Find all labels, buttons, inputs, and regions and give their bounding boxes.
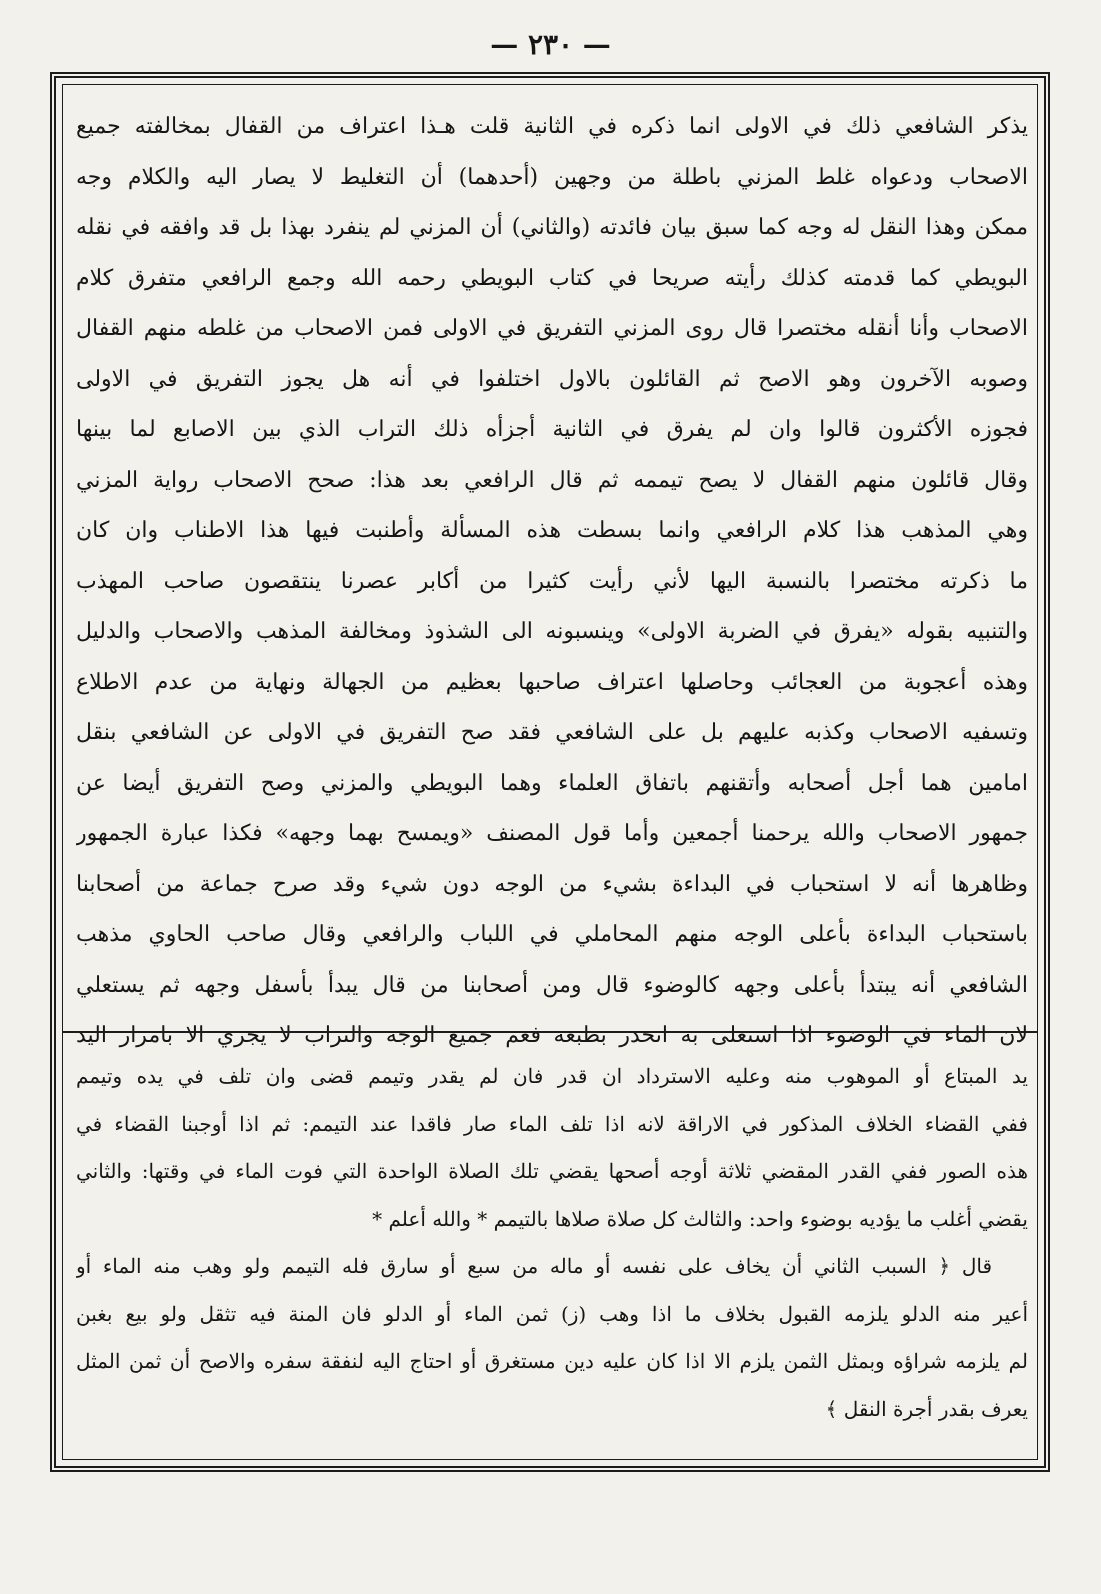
- main-text-line: جمهور الاصحاب والله يرحمنا أجمعين وأما قول المصنف «ويمسح بهما وجهه» فكذا عبارة الجمهور: [76, 821, 1028, 846]
- commentary-line: لم يلزمه شراؤه وبمثل الثمن يلزم الا اذا كان عليه دين مستغرق أو احتاج اليه لنفقة سفره والاصح أن ثمن المثل: [76, 1349, 1028, 1373]
- commentary-block: [76, 1053, 1028, 1433]
- main-text-line: وظاهرها أنه لا استحباب في البداءة بشيء من الوجه دون شيء وقد صرح جماعة من أصحابنا: [76, 871, 1028, 897]
- page-number: — ٢٣٠ —: [490, 28, 611, 61]
- commentary-line: قال ﴿ السبب الثاني أن يخاف على نفسه أو ماله من سبع أو سارق فله التيمم ولو وهب منه الماء أو: [76, 1254, 992, 1278]
- main-text-block: [76, 102, 1028, 1062]
- main-text-line: وهي المذهب هذا كلام الرافعي وانما بسطت هذه المسألة وأطنبت فيها هذا الاطناب وان كان: [76, 518, 1028, 543]
- page-frame: [50, 72, 1050, 1472]
- main-text-line: البويطي كما قدمته كذلك رأيته صريحا في كتاب البويطي رحمه الله وجمع الرافعي متفرق كلام: [76, 265, 1028, 291]
- main-text-line: الشافعي أنه يبتدأ بأعلى وجهه كالوضوء قال ومن أصحابنا من قال يبدأ بأسفل وجهه ثم يستعلي: [76, 972, 1028, 998]
- commentary-line: يد المبتاع أو الموهوب منه وعليه الاسترداد ان قدر فان لم يقدر وتيمم قضى وان تلف في يده وتيمم: [76, 1064, 1028, 1088]
- commentary-line: أعير منه الدلو يلزمه القبول بخلاف ما اذا وهب (ز) ثمن الماء أو الدلو فان المنة فيه تثقل ولو بيع بغبن: [76, 1301, 1028, 1326]
- main-text-line: الاصحاب وأنا أنقله مختصرا قال روى المزني التفريق في الاولى فمن الاصحاب من غلطه منهم القفال: [76, 316, 1028, 341]
- main-text-line: لان الماء في الوضوء اذا استعلى به انحدر بطبعه فعم جميع الوجه والتراب لا يجري الا بامرار اليد: [76, 1023, 1028, 1048]
- main-text-line: باستحباب البداءة بأعلى الوجه منهم المحاملي في اللباب والرافعي وقال صاحب الحاوي مذهب: [76, 922, 1028, 947]
- main-text-line: والتنبيه بقوله «يفرق في الضربة الاولى» وينسبونه الى الشذوذ ومخالفة المذهب والاصحاب والدليل: [76, 619, 1028, 644]
- main-text-line: يذكر الشافعي ذلك في الاولى انما ذكره في الثانية قلت هـذا اعتراف من القفال بمخالفته جميع: [76, 114, 1028, 139]
- main-text-line: وهذه أعجوبة من العجائب وحاصلها اعتراف صاحبها بعظيم من الجهالة ونهاية من عدم الاطلاع: [76, 669, 1028, 695]
- main-text-line: وتسفيه الاصحاب وكذبه عليهم بل على الشافعي فقد صح التفريق في الاولى عن الشافعي بنقل: [76, 720, 1028, 745]
- commentary-line: يقضي أغلب ما يؤديه بوضوء واحد: والثالث كل صلاة صلاها بالتيمم * والله أعلم *: [372, 1206, 1028, 1231]
- main-text-line: وصوبه الآخرون وهو الاصح ثم القائلون بالاول اختلفوا في أنه هل يجوز التفريق في الاولى: [76, 366, 1028, 392]
- main-text-line: ما ذكرته مختصرا بالنسبة اليها لأني رأيت كثيرا من أكابر عصرنا ينتقصون صاحب المهذب: [76, 568, 1028, 594]
- commentary-line: هذه الصور ففي القدر المقضي ثلاثة أوجه أصحها يقضي تلك الصلاة الواحدة التي فوت الماء في وقتها: والثاني: [76, 1159, 1028, 1183]
- main-text-line: امامين هما أجل أصحابه وأتقنهم باتفاق العلماء وهما البويطي والمزني وصح التفريق أيضا عن: [76, 770, 1028, 796]
- main-text-line: فجوزه الأكثرون قالوا وان لم يفرق في الثانية أجزأه ذلك التراب الذي بين الاصابع لما بينها: [76, 417, 1028, 442]
- main-text-line: الاصحاب ودعواه غلط المزني باطلة من وجهين (أحدهما) أن التغليط لا يصار اليه والكلام وجه: [76, 164, 1028, 190]
- section-divider: [63, 1031, 1037, 1033]
- main-text-line: وقال قائلون منهم القفال لا يصح تيممه ثم قال الرافعي بعد هذا: صحح الاصحاب رواية المزني: [76, 467, 1028, 493]
- main-text-line: ممكن وهذا النقل له وجه كما سبق بيان فائدته (والثاني) أن المزني لم ينفرد بهذا بل قد وافقه في نقله: [76, 215, 1028, 240]
- commentary-line: ففي القضاء الخلاف المذكور في الاراقة لانه اذا تلف الماء صار فاقدا عند التيمم: ثم اذا أوجبنا القضاء في: [76, 1111, 1028, 1136]
- commentary-line: يعرف بقدر أجرة النقل ﴾: [825, 1396, 1028, 1421]
